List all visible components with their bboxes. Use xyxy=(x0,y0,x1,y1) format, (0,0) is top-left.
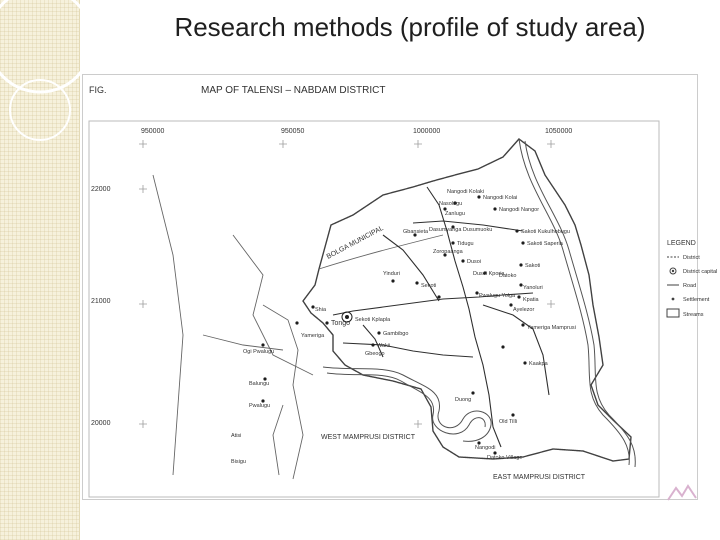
easting-label: 1000000 xyxy=(413,128,441,135)
town-label: Tidugu xyxy=(457,241,474,247)
graticule xyxy=(139,140,555,428)
town-label: Old Tilli xyxy=(499,419,518,425)
town-label: Wakii xyxy=(377,343,391,349)
legend xyxy=(667,240,717,318)
town-label: Nangodi Kolai xyxy=(483,195,518,201)
town-label: Pwalugu Yolga xyxy=(479,293,516,299)
easting-label: 950000 xyxy=(141,128,165,135)
town-label: Sekoti xyxy=(421,283,437,289)
town-label: Kaakpa xyxy=(529,361,548,367)
fig-label: FIG. xyxy=(89,85,107,95)
town-label: Sakoti Kukulhobugu xyxy=(521,229,570,235)
region-label: EAST MAMPRUSI DISTRICT xyxy=(493,474,586,481)
district-map xyxy=(82,74,718,500)
town-label: Dusoi Kporia xyxy=(473,271,505,277)
town-label: Atisi xyxy=(231,433,242,439)
town-label: Sekoti Kplapla xyxy=(355,317,391,323)
town-label: Nangodi Kolaki xyxy=(447,189,484,195)
town-label: Gbeogo xyxy=(365,351,385,357)
map-title: MAP OF TALENSI – NABDAM DISTRICT xyxy=(201,85,386,96)
easting-label: 950050 xyxy=(281,128,305,135)
settlement-markers xyxy=(261,195,526,454)
town-label: Zanlugu xyxy=(445,211,465,217)
town-label: Yinduri xyxy=(383,271,400,277)
legend-title: LEGEND xyxy=(667,240,696,247)
town-label: Duong xyxy=(455,397,472,403)
town-label: Sakoti xyxy=(525,263,541,269)
legend-item: Streams xyxy=(683,312,704,318)
legend-item: Road xyxy=(683,283,697,289)
town-label: Yameriga Mamprusi xyxy=(527,325,576,331)
northing-label: 21000 xyxy=(91,298,111,305)
town-label-capital: Tongo xyxy=(331,320,351,327)
town-label: Shia xyxy=(315,307,327,313)
town-label: Dasumyanga Dusumuoku xyxy=(429,227,493,233)
town-label: Datoko Village xyxy=(487,455,523,461)
legend-item: Settlement xyxy=(683,297,710,303)
town-label: Dusoi xyxy=(467,259,482,265)
easting-label: 1050000 xyxy=(545,128,573,135)
town-label: Ayelezor xyxy=(513,307,535,313)
town-label: Datoko xyxy=(499,273,517,279)
region-label: WEST MAMPRUSI DISTRICT xyxy=(321,434,415,441)
town-label: Zoropaanga xyxy=(433,249,463,255)
town-label: Nangodi xyxy=(475,445,496,451)
decorative-side-strip xyxy=(0,0,80,540)
legend-item: District capital xyxy=(683,269,718,275)
town-label: Gambibgo xyxy=(383,331,409,337)
northing-label: 22000 xyxy=(91,186,111,193)
town-label: Yanoluri xyxy=(523,285,543,291)
town-label: Nangodi Nangor xyxy=(499,207,540,213)
region-label: BOLGA MUNICIPAL xyxy=(325,224,385,261)
town-label: Ogi Pwalugu xyxy=(243,349,275,355)
slide-title: Research methods (profile of study area) xyxy=(174,12,646,42)
town-label: Balungu xyxy=(249,381,270,387)
town-label: Kpatia xyxy=(523,297,539,303)
town-label: Yameriga xyxy=(301,333,325,339)
corner-decoration xyxy=(666,482,702,502)
town-label: Sakoti Saperia xyxy=(527,241,563,247)
town-label: Bisigu xyxy=(231,459,246,465)
legend-item: District xyxy=(683,255,700,261)
northing-label: 20000 xyxy=(91,420,111,427)
town-label: Nasolugu xyxy=(439,201,463,207)
town-label: Pwalugu xyxy=(249,403,271,409)
decorative-circles xyxy=(0,0,79,540)
town-label: Gbansieta xyxy=(403,229,429,235)
